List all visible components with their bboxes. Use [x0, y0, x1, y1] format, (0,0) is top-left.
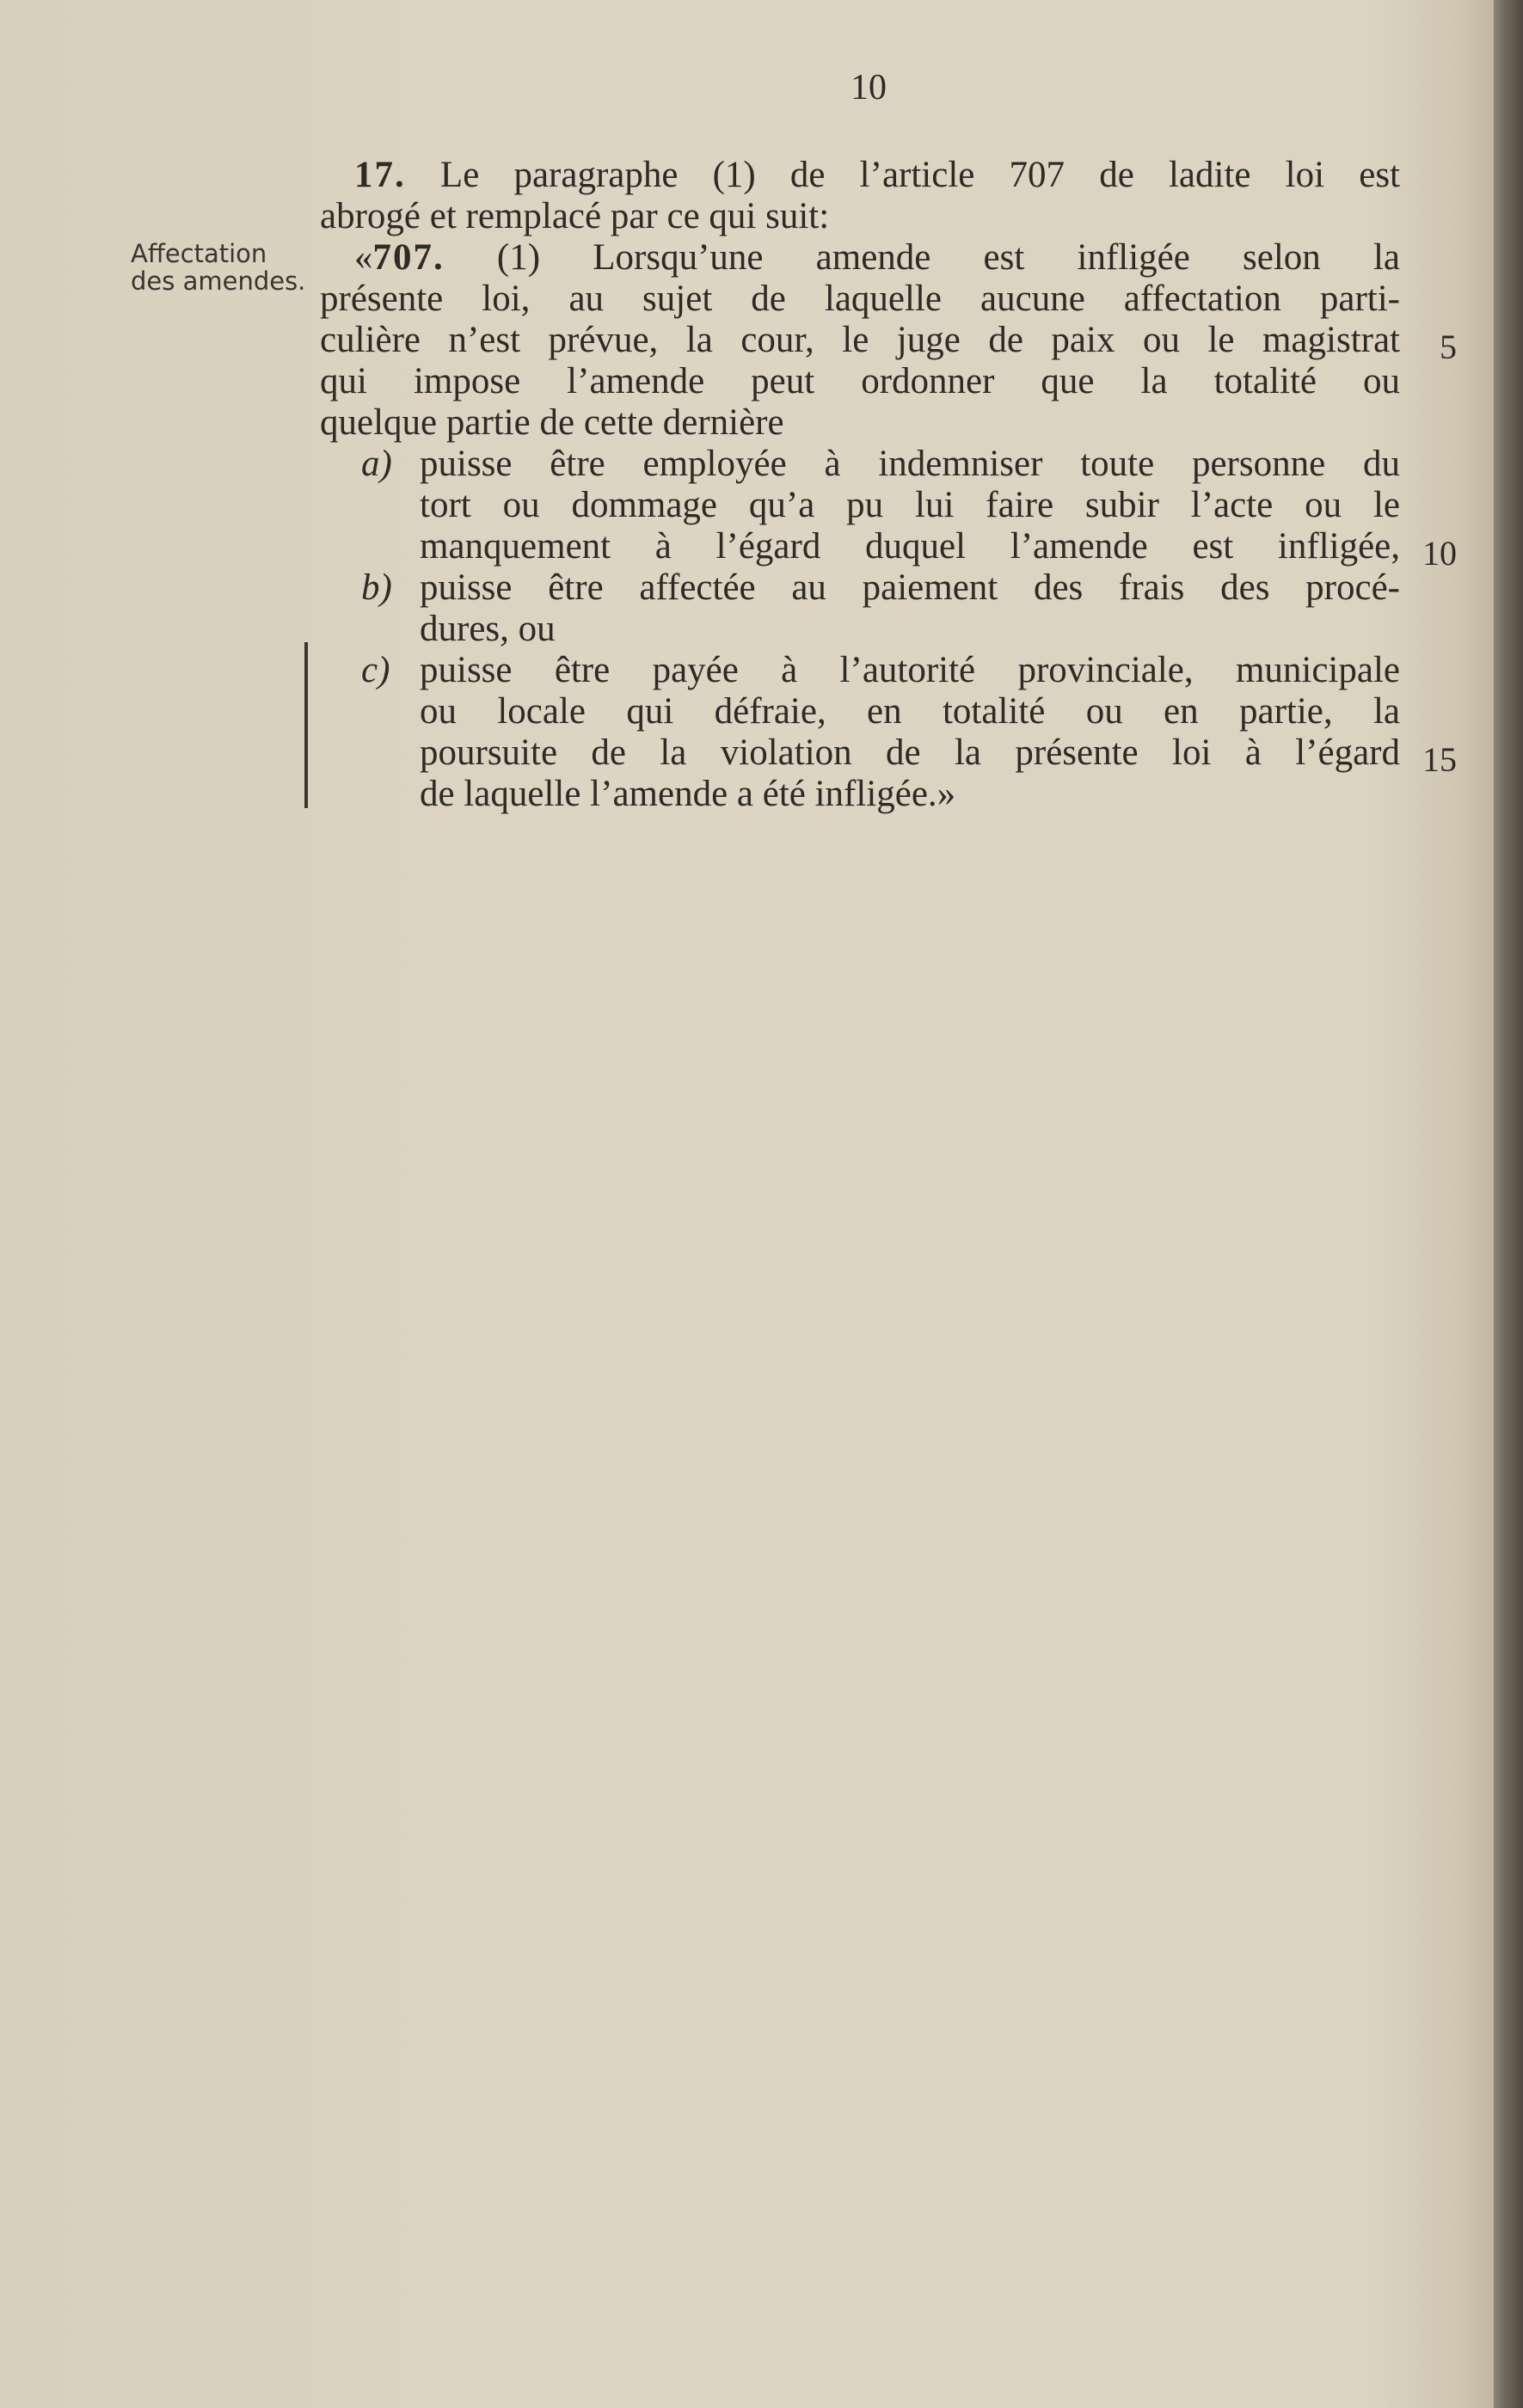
line-number-5: 5	[1440, 328, 1457, 366]
margin-note-line-1: Affectation	[131, 239, 267, 268]
quote-open: «	[354, 237, 373, 278]
margin-note-line-2: des amendes.	[131, 267, 306, 296]
section-line-4: présente loi, au sujet de laquelle aucune affectation parti-	[320, 279, 1400, 319]
section-line-1-text: Le paragraphe (1) de l’article 707 de ladite loi est	[405, 155, 1400, 195]
section-line-6: qui impose l’amende peut ordonner que la totalité ou	[320, 361, 1400, 401]
item-c-line-1: puisse être payée à l’autorité provinciale, municipale	[420, 650, 1400, 690]
section-number: 17.	[354, 155, 406, 195]
item-b-line-2: dures, ou	[420, 609, 556, 649]
line-number-10: 10	[1422, 534, 1457, 573]
item-b-line-1: puisse être affectée au paiement des frais des procé-	[420, 567, 1400, 608]
section-line-3-text: (1) Lorsqu’une amende est infligée selon la	[444, 237, 1400, 278]
book-binding-edge	[1494, 0, 1523, 2408]
item-a-line-3: manquement à l’égard duquel l’amende est infligée,	[420, 526, 1400, 567]
item-c-line-4: de laquelle l’amende a été infligée.»	[420, 774, 956, 814]
page-number: 10	[851, 68, 887, 107]
change-bar	[304, 642, 308, 808]
section-line-3	[354, 237, 1400, 279]
article-number: 707.	[372, 237, 445, 278]
item-c-line-2: ou locale qui défraie, en totalité ou en partie, la	[420, 691, 1400, 732]
item-label-b: b)	[361, 567, 392, 608]
item-label-a: a)	[361, 444, 392, 484]
line-number-15: 15	[1422, 740, 1457, 779]
item-a-line-2: tort ou dommage qu’a pu lui faire subir l’acte ou le	[420, 485, 1400, 525]
item-label-c: c)	[361, 650, 390, 690]
item-c-line-3: poursuite de la violation de la présente loi à l’égard	[420, 732, 1400, 773]
section-line-1	[354, 155, 1400, 196]
section-line-7: quelque partie de cette dernière	[320, 402, 784, 443]
section-line-5: culière n’est prévue, la cour, le juge de paix ou le magistrat	[320, 320, 1400, 360]
item-a-line-1: puisse être employée à indemniser toute personne du	[420, 444, 1400, 484]
section-line-2: abrogé et remplacé par ce qui suit:	[320, 196, 830, 236]
margin-note	[131, 240, 305, 295]
